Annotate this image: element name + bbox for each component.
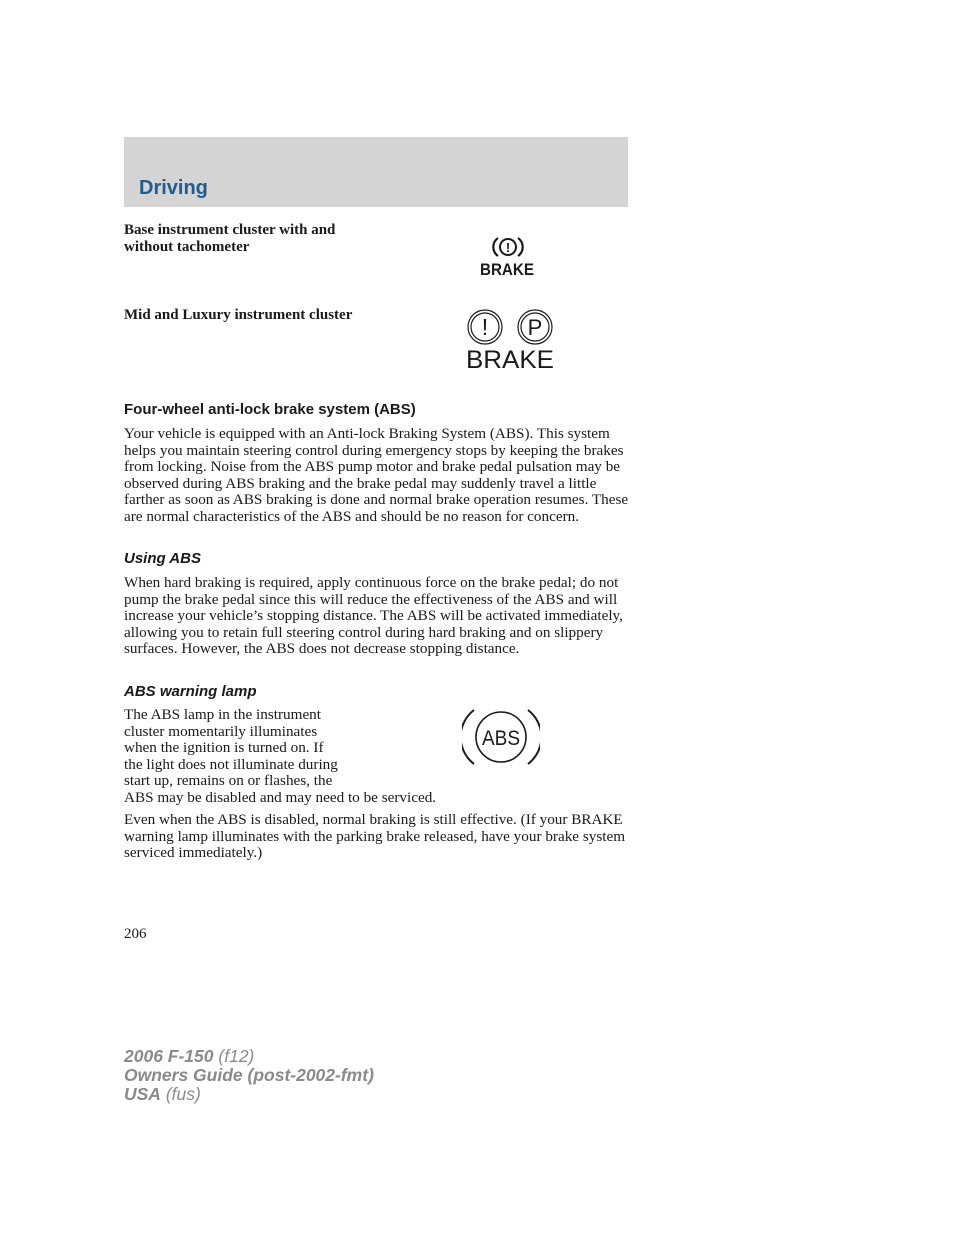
abs-lamp-line: ABS may be disabled and may need to be serviced.: [124, 788, 437, 806]
abs-lamp-line: start up, remains on or flashes, the: [124, 772, 333, 789]
footer-model: 2006 F-150: [124, 1046, 214, 1066]
mid-cluster-label: Mid and Luxury instrument cluster: [124, 307, 353, 323]
abs-lamp-line: cluster momentarily illuminates: [124, 722, 318, 740]
brake-warning-symbol: !: [481, 314, 489, 340]
footer-market-code: (fus): [165, 1084, 201, 1104]
document-footer: [124, 1047, 374, 1104]
section-header: [124, 137, 628, 207]
page-number: 206: [124, 926, 147, 942]
abs-lamp-line: when the ignition is turned on. If: [124, 739, 324, 756]
footer-model-code: (f12): [218, 1046, 255, 1066]
abs-lamp-line: the light does not illuminate during: [124, 755, 338, 773]
footer-market: USA: [124, 1084, 161, 1104]
brake-warning-icon: [478, 234, 538, 280]
footer-guide: Owners Guide (post-2002-fmt): [124, 1065, 374, 1085]
abs-lamp-line: The ABS lamp in the instrument: [124, 706, 321, 723]
abs-warning-icon: [462, 704, 540, 770]
abs-section-body: Your vehicle is equipped with an Anti-lock Braking System (ABS). This system helps you maintain steering control during emergency stops by keeping the brakes from locking. Noise from the ABS pump motor and brake pedal pulsation may be observed during ABS braking and the brake pedal may suddenly travel a little farther as soon as ABS braking is done and normal brake operation resumes. These are normal characteristics of the ABS and should be no reason for concern.: [124, 425, 629, 525]
abs-lamp-heading: ABS warning lamp: [124, 683, 257, 700]
brake-icon-symbol: !: [505, 240, 511, 255]
park-brake-symbol: P: [527, 315, 543, 340]
brake-park-warning-icon: [462, 308, 558, 372]
brake-icon-text: BRAKE: [480, 260, 534, 279]
brake-park-icon-text: BRAKE: [466, 346, 554, 372]
abs-icon-text: ABS: [482, 727, 520, 750]
abs-section-heading: Four-wheel anti-lock brake system (ABS): [124, 401, 416, 418]
using-abs-heading: Using ABS: [124, 550, 201, 567]
abs-lamp-body-2: Even when the ABS is disabled, normal braking is still effective. (If your BRAKE warning lamp illuminates with the parking brake released, have your brake system serviced immediately.): [124, 811, 626, 861]
base-cluster-label: Base instrument cluster with and without tachometer: [124, 222, 336, 255]
section-title: Driving: [139, 177, 208, 199]
using-abs-body: When hard braking is required, apply continuous force on the brake pedal; do not pump the brake pedal since this will reduce the effectiveness of the ABS and will increase your vehicle’s stopping distance. The ABS will be activated immediately, allowing you to retain full steering control during hard braking and on slippery surfaces. However, the ABS does not decrease stopping distance.: [124, 574, 623, 657]
